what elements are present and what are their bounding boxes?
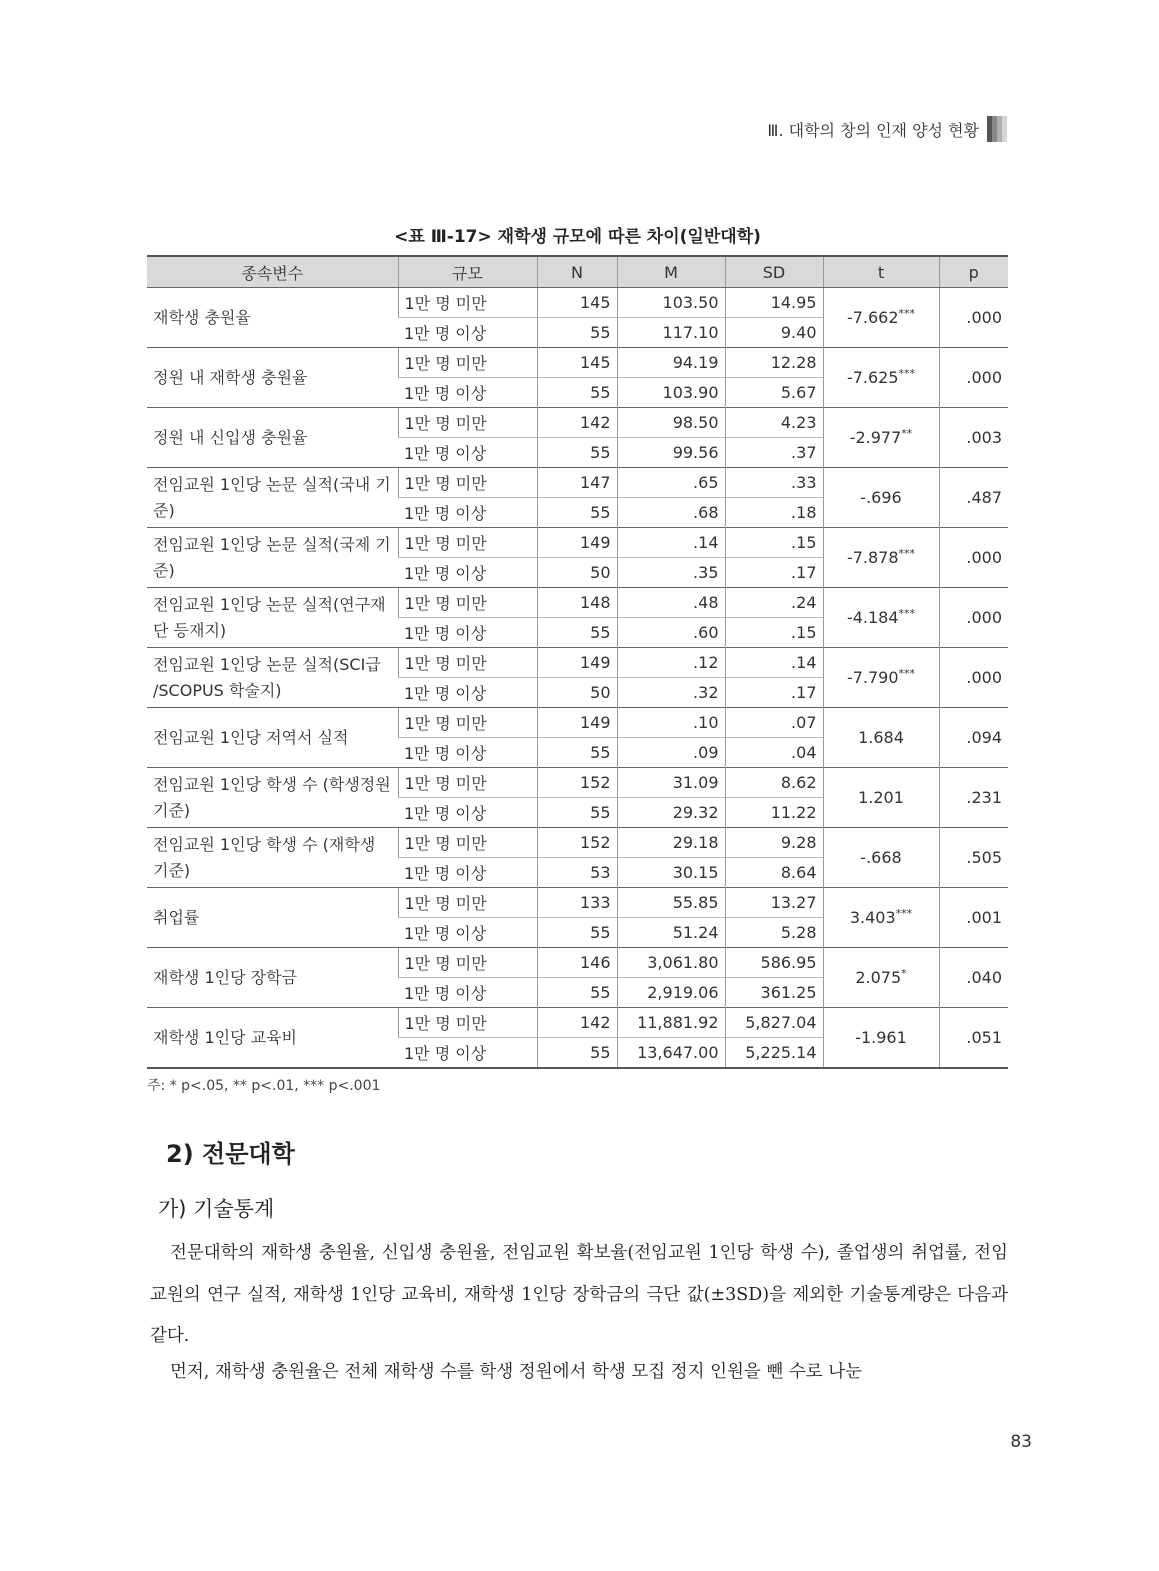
t-value: -2.977 [849, 428, 902, 447]
t-value: 2.075 [855, 968, 902, 987]
sd-cell: .33 [725, 468, 823, 498]
t-cell [823, 948, 939, 1008]
mean-cell: .68 [617, 498, 725, 528]
sd-cell: 13.27 [725, 888, 823, 918]
table-note: 주: * p<.05, ** p<.01, *** p<.001 [147, 1078, 381, 1094]
sd-cell: .17 [725, 678, 823, 708]
sd-cell: .17 [725, 558, 823, 588]
p-cell: .001 [939, 888, 1008, 948]
variable-cell: 전임교원 1인당 논문 실적(국내 기준) [147, 468, 398, 528]
sd-cell: 9.28 [725, 828, 823, 858]
p-cell: .000 [939, 288, 1008, 348]
significance-marker: *** [898, 547, 916, 560]
sd-cell: 5.67 [725, 378, 823, 408]
table-header-row [147, 256, 1008, 288]
p-cell: .000 [939, 588, 1008, 648]
n-cell: 152 [537, 828, 617, 858]
significance-marker: *** [895, 907, 913, 920]
sd-cell: .14 [725, 648, 823, 678]
n-cell: 55 [537, 498, 617, 528]
mean-cell: 98.50 [617, 408, 725, 438]
mean-cell: 30.15 [617, 858, 725, 888]
t-value: 1.684 [858, 728, 904, 747]
size-cell: 1만 명 미만 [398, 768, 537, 798]
p-cell: .040 [939, 948, 1008, 1008]
table-caption: <표 Ⅲ-17> 재학생 규모에 따른 차이(일반대학) [394, 227, 761, 247]
statistics-table [147, 255, 1008, 1069]
mean-cell: 51.24 [617, 918, 725, 948]
size-cell: 1만 명 미만 [398, 528, 537, 558]
sd-cell: 8.62 [725, 768, 823, 798]
sd-cell: 12.28 [725, 348, 823, 378]
significance-marker: *** [898, 607, 916, 620]
sd-cell: .24 [725, 588, 823, 618]
n-cell: 147 [537, 468, 617, 498]
mean-cell: 99.56 [617, 438, 725, 468]
mean-cell: .35 [617, 558, 725, 588]
table-row [147, 768, 1008, 798]
sd-cell: .18 [725, 498, 823, 528]
t-cell [823, 888, 939, 948]
table-row [147, 348, 1008, 378]
t-value: 1.201 [858, 788, 904, 807]
sd-cell: 5.28 [725, 918, 823, 948]
table-body [147, 288, 1008, 1069]
mean-cell: 13,647.00 [617, 1038, 725, 1069]
sd-cell: 14.95 [725, 288, 823, 318]
sd-cell: .04 [725, 738, 823, 768]
size-cell: 1만 명 이상 [398, 618, 537, 648]
page-number: 83 [1010, 1432, 1032, 1452]
t-value: -1.961 [855, 1028, 907, 1047]
mean-cell: 55.85 [617, 888, 725, 918]
t-cell [823, 408, 939, 468]
p-cell: .505 [939, 828, 1008, 888]
p-cell: .000 [939, 348, 1008, 408]
n-cell: 142 [537, 1008, 617, 1038]
table-row [147, 468, 1008, 498]
size-cell: 1만 명 미만 [398, 708, 537, 738]
table-row [147, 888, 1008, 918]
significance-marker: ** [901, 427, 913, 440]
n-cell: 55 [537, 918, 617, 948]
size-cell: 1만 명 미만 [398, 348, 537, 378]
n-cell: 145 [537, 348, 617, 378]
size-cell: 1만 명 미만 [398, 468, 537, 498]
sd-cell: .07 [725, 708, 823, 738]
size-cell: 1만 명 이상 [398, 738, 537, 768]
table-row [147, 528, 1008, 558]
column-header: SD [725, 256, 823, 288]
sd-cell: .15 [725, 528, 823, 558]
n-cell: 152 [537, 768, 617, 798]
mean-cell: .09 [617, 738, 725, 768]
size-cell: 1만 명 미만 [398, 408, 537, 438]
paragraph: 전문대학의 재학생 충원율, 신입생 충원율, 전임교원 확보율(전임교원 1인당 학생 수), 졸업생의 취업률, 전임교원의 연구 실적, 재학생 1인당 교육비, 재학생 1인당 장학금의 극단 값(±3SD)을 제외한 기술통계량은 다음과 같다. [150, 1243, 1008, 1346]
size-cell: 1만 명 미만 [398, 888, 537, 918]
n-cell: 149 [537, 708, 617, 738]
mean-cell: 94.19 [617, 348, 725, 378]
size-cell: 1만 명 이상 [398, 1038, 537, 1069]
sd-cell: 361.25 [725, 978, 823, 1008]
p-cell: .003 [939, 408, 1008, 468]
variable-cell: 정원 내 재학생 충원율 [147, 348, 398, 408]
size-cell: 1만 명 이상 [398, 918, 537, 948]
size-cell: 1만 명 이상 [398, 798, 537, 828]
n-cell: 148 [537, 588, 617, 618]
n-cell: 55 [537, 378, 617, 408]
t-cell [823, 468, 939, 528]
t-value: -7.625 [846, 368, 899, 387]
n-cell: 50 [537, 678, 617, 708]
size-cell: 1만 명 이상 [398, 978, 537, 1008]
t-value: -7.878 [846, 548, 899, 567]
variable-cell: 전임교원 1인당 논문 실적(SCI급 /SCOPUS 학술지) [147, 648, 398, 708]
section-heading: 2) 전문대학 [166, 1140, 295, 1168]
mean-cell: 103.50 [617, 288, 725, 318]
t-cell [823, 1008, 939, 1069]
p-cell: .051 [939, 1008, 1008, 1069]
paragraph: 먼저, 재학생 충원율은 전체 재학생 수를 학생 정원에서 학생 모집 정지 인원을 뺀 수로 나눈 [170, 1361, 863, 1382]
mean-cell: 117.10 [617, 318, 725, 348]
table-row [147, 408, 1008, 438]
column-header: N [537, 256, 617, 288]
table-row [147, 288, 1008, 318]
sd-cell: 8.64 [725, 858, 823, 888]
mean-cell: 2,919.06 [617, 978, 725, 1008]
t-cell [823, 588, 939, 648]
mean-cell: 11,881.92 [617, 1008, 725, 1038]
mean-cell: .14 [617, 528, 725, 558]
p-cell: .000 [939, 528, 1008, 588]
size-cell: 1만 명 미만 [398, 1008, 537, 1038]
t-value: 3.403 [849, 908, 896, 927]
table-row [147, 1008, 1008, 1038]
header-bar-decoration [987, 116, 1007, 142]
running-header-text: Ⅲ. 대학의 창의 인재 양성 현황 [767, 120, 979, 140]
sd-cell: 9.40 [725, 318, 823, 348]
n-cell: 146 [537, 948, 617, 978]
variable-cell: 전임교원 1인당 논문 실적(연구재단 등재지) [147, 588, 398, 648]
size-cell: 1만 명 이상 [398, 678, 537, 708]
t-cell [823, 648, 939, 708]
size-cell: 1만 명 미만 [398, 588, 537, 618]
mean-cell: .48 [617, 588, 725, 618]
variable-cell: 정원 내 신입생 충원율 [147, 408, 398, 468]
p-cell: .231 [939, 768, 1008, 828]
p-cell: .000 [939, 648, 1008, 708]
t-cell [823, 708, 939, 768]
mean-cell: 103.90 [617, 378, 725, 408]
variable-cell: 재학생 1인당 장학금 [147, 948, 398, 1008]
sd-cell: 5,827.04 [725, 1008, 823, 1038]
variable-cell: 재학생 충원율 [153, 307, 251, 327]
size-cell: 1만 명 이상 [398, 438, 537, 468]
t-cell [823, 768, 939, 828]
significance-marker: * [901, 967, 907, 980]
t-cell [823, 828, 939, 888]
n-cell: 55 [537, 1038, 617, 1069]
column-header: 규모 [398, 256, 537, 288]
size-cell: 1만 명 미만 [398, 828, 537, 858]
mean-cell: .60 [617, 618, 725, 648]
significance-marker: *** [898, 307, 916, 320]
mean-cell: 29.18 [617, 828, 725, 858]
variable-cell: 취업률 [147, 888, 398, 948]
running-header [767, 116, 1007, 142]
n-cell: 50 [537, 558, 617, 588]
table-row [147, 828, 1008, 858]
n-cell: 55 [537, 438, 617, 468]
p-cell: .487 [939, 468, 1008, 528]
sd-cell: 5,225.14 [725, 1038, 823, 1069]
sd-cell: 11.22 [725, 798, 823, 828]
column-header: t [823, 256, 939, 288]
n-cell: 149 [537, 648, 617, 678]
sd-cell: 586.95 [725, 948, 823, 978]
variable-cell: 전임교원 1인당 학생 수 (재학생 기준) [147, 828, 398, 888]
size-cell: 1만 명 이상 [398, 558, 537, 588]
subsection-heading: 가) 기술통계 [158, 1197, 275, 1221]
p-cell: .094 [939, 708, 1008, 768]
size-cell: 1만 명 이상 [398, 378, 537, 408]
n-cell: 145 [537, 288, 617, 318]
variable-cell: 재학생 1인당 교육비 [147, 1008, 398, 1069]
size-cell: 1만 명 미만 [398, 648, 537, 678]
n-cell: 55 [537, 738, 617, 768]
n-cell: 149 [537, 528, 617, 558]
sd-cell: .37 [725, 438, 823, 468]
significance-marker: *** [898, 367, 916, 380]
variable-cell: 전임교원 1인당 논문 실적(국제 기준) [147, 528, 398, 588]
mean-cell: 3,061.80 [617, 948, 725, 978]
variable-cell: 전임교원 1인당 저역서 실적 [147, 708, 398, 768]
mean-cell: .32 [617, 678, 725, 708]
mean-cell: 31.09 [617, 768, 725, 798]
size-cell: 1만 명 이상 [398, 498, 537, 528]
size-cell: 1만 명 미만 [398, 288, 537, 318]
t-cell [823, 528, 939, 588]
variable-cell: 전임교원 1인당 학생 수 (학생정원 기준) [147, 768, 398, 828]
t-cell [823, 348, 939, 408]
size-cell: 1만 명 미만 [398, 948, 537, 978]
n-cell: 142 [537, 408, 617, 438]
sd-cell: 4.23 [725, 408, 823, 438]
column-header: M [617, 256, 725, 288]
table-row [147, 708, 1008, 738]
column-header: 종속변수 [147, 256, 398, 288]
significance-marker: *** [898, 667, 916, 680]
t-value: -4.184 [846, 608, 899, 627]
mean-cell: 29.32 [617, 798, 725, 828]
t-value: -7.662 [846, 308, 899, 327]
column-header: p [939, 256, 1008, 288]
sd-cell: .15 [725, 618, 823, 648]
size-cell: 1만 명 이상 [398, 318, 537, 348]
mean-cell: .10 [617, 708, 725, 738]
n-cell: 55 [537, 798, 617, 828]
t-cell [823, 288, 939, 348]
t-value: -.696 [860, 488, 902, 507]
n-cell: 55 [537, 618, 617, 648]
table-row [147, 948, 1008, 978]
t-value: -7.790 [846, 668, 899, 687]
size-cell: 1만 명 이상 [398, 858, 537, 888]
table-row [147, 648, 1008, 678]
n-cell: 55 [537, 318, 617, 348]
n-cell: 53 [537, 858, 617, 888]
mean-cell: .65 [617, 468, 725, 498]
n-cell: 133 [537, 888, 617, 918]
mean-cell: .12 [617, 648, 725, 678]
body-text [150, 1233, 1008, 1393]
n-cell: 55 [537, 978, 617, 1008]
table-row [147, 588, 1008, 618]
t-value: -.668 [860, 848, 902, 867]
